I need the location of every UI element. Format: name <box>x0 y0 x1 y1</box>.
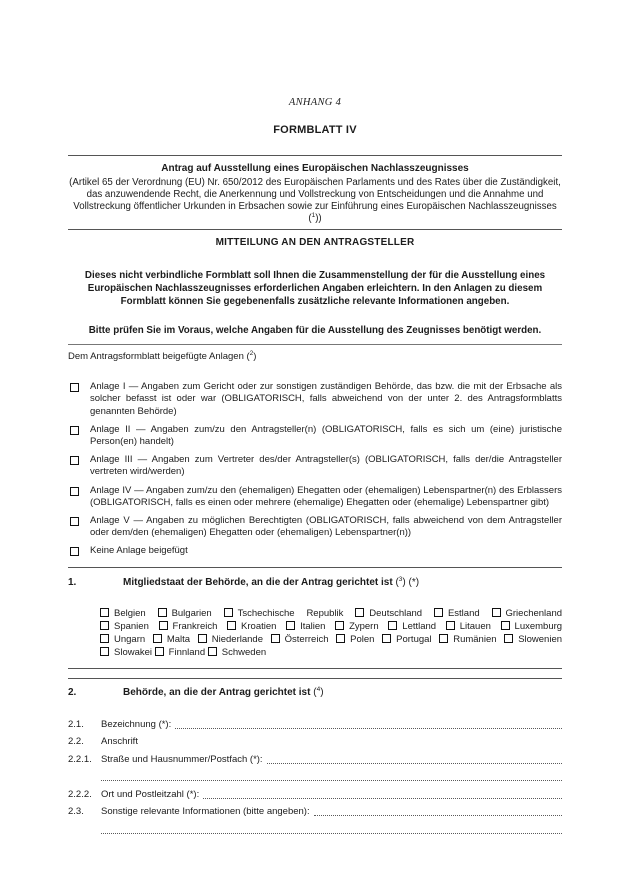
country-row <box>100 607 562 620</box>
country-checkbox[interactable] <box>224 608 233 617</box>
attachment-item <box>68 515 562 539</box>
divider <box>68 155 562 156</box>
attachment-checkbox[interactable] <box>70 517 79 526</box>
section-number: 1. <box>68 576 77 588</box>
country-option <box>100 647 152 658</box>
country-checkbox[interactable] <box>198 634 207 643</box>
attachment-checkbox[interactable] <box>70 383 79 392</box>
row-label: Anschrift <box>101 736 138 748</box>
country-option <box>224 608 344 619</box>
country-label: Slowenien <box>518 633 563 645</box>
country-label: Bulgarien <box>171 607 212 619</box>
row-number: 2.2.2. <box>68 788 92 800</box>
attachment-item-label: Anlage IV — Angaben zum/zu den (ehemaligen) Ehegatten oder (ehemaligen) Lebenspartner(n) des Erblassers (OBLIGATORISCH, falls es einen oder mehrere (ehemalige) Ehegatten oder (ehemalige) Lebenspartner gibt) <box>90 484 562 508</box>
form-row-continuation <box>101 771 562 783</box>
member-state-checkbox-list <box>100 607 562 659</box>
attachment-checkbox[interactable] <box>70 487 79 496</box>
country-checkbox[interactable] <box>286 621 295 630</box>
country-checkbox[interactable] <box>434 608 443 617</box>
country-checkbox[interactable] <box>446 621 455 630</box>
row-number: 2.1. <box>68 718 84 730</box>
row-label: Sonstige relevante Informationen (bitte angeben): <box>101 806 310 818</box>
country-option <box>286 621 325 632</box>
country-label: Zypern <box>349 620 379 632</box>
country-checkbox[interactable] <box>335 621 344 630</box>
attachment-item <box>68 454 562 478</box>
dotted-input-line[interactable] <box>101 833 562 834</box>
country-checkbox[interactable] <box>158 608 167 617</box>
country-option <box>158 608 212 619</box>
dotted-input-line[interactable] <box>314 815 562 816</box>
attachment-item <box>68 381 562 418</box>
country-checkbox[interactable] <box>159 621 168 630</box>
country-label: Finnland <box>168 646 206 658</box>
country-label: Tschechische Republik <box>237 607 344 619</box>
form-row-continuation <box>101 824 562 836</box>
notice-title: MITTEILUNG AN DEN ANTRAGSTELLER <box>215 237 415 249</box>
country-checkbox[interactable] <box>271 634 280 643</box>
country-label: Deutschland <box>369 607 423 619</box>
country-label: Niederlande <box>211 633 263 645</box>
document-title: Antrag auf Ausstellung eines Europäischen Nachlasszeugnisses <box>161 163 469 174</box>
country-option <box>100 608 146 619</box>
attachment-item <box>68 485 562 509</box>
annex-label: ANHANG 4 <box>288 97 342 108</box>
country-option <box>159 621 218 632</box>
country-option <box>336 634 374 645</box>
legal-reference-close: )) <box>315 213 322 225</box>
country-checkbox[interactable] <box>388 621 397 630</box>
country-label: Malta <box>166 633 191 645</box>
attachment-item <box>68 545 562 557</box>
footnote-marker: 2 <box>249 350 254 358</box>
country-checkbox[interactable] <box>504 634 513 643</box>
attachment-item-label: Keine Anlage beigefügt <box>90 545 188 557</box>
country-label: Portugal <box>396 633 432 645</box>
notice-paragraph: Dieses nicht verbindliche Formblatt soll Ihnen die Zusammenstellung der für die Ausstellung eines Europäischen Nachlasszeugnisses erforderlichen Angaben erleichtern. In den Anlagen zu diesem Formblatt können Sie gegebenenfalls zusätzliche relevante Informationen angeben. <box>84 270 546 307</box>
authority-detail-rows <box>68 719 562 836</box>
section-title: Mitgliedstaat der Behörde, an die der Antrag gerichtet ist ($^3$) (*) <box>123 575 420 588</box>
section-2-heading <box>68 687 562 698</box>
country-checkbox[interactable] <box>355 608 364 617</box>
country-label: Schweden <box>221 646 267 658</box>
country-option <box>155 647 205 658</box>
country-option <box>227 621 276 632</box>
country-label: Slowakei <box>114 646 153 658</box>
attachment-item <box>68 424 562 448</box>
country-checkbox[interactable] <box>155 647 164 656</box>
country-label: Litauen <box>459 620 491 632</box>
country-checkbox[interactable] <box>501 621 510 630</box>
footnote-marker: 3 <box>398 575 403 583</box>
divider <box>68 229 562 230</box>
country-option <box>100 634 145 645</box>
footnote-marker: 1 <box>311 212 316 220</box>
dotted-input-line[interactable] <box>267 763 562 764</box>
country-row <box>100 620 562 633</box>
form-row <box>68 736 562 748</box>
country-option <box>271 634 329 645</box>
country-label: Luxemburg <box>514 620 563 632</box>
advance-check-note: Bitte prüfen Sie im Voraus, welche Angaben für die Ausstellung des Zeugnisses benötigt werden. <box>88 325 542 337</box>
attachment-item-label: Anlage II — Angaben zum/zu den Antragsteller(n) (OBLIGATORISCH, falls es sich um (eine) juristische Person(en) handelt) <box>90 423 562 447</box>
country-row <box>100 646 562 659</box>
row-number: 2.2.1. <box>68 753 92 765</box>
form-row <box>68 806 562 818</box>
country-checkbox[interactable] <box>100 608 109 617</box>
country-checkbox[interactable] <box>492 608 501 617</box>
country-option <box>501 621 563 632</box>
form-row <box>68 789 562 801</box>
country-label: Ungarn <box>114 633 146 645</box>
country-row <box>100 633 562 646</box>
dotted-input-line[interactable] <box>101 780 562 781</box>
legal-reference <box>68 177 562 225</box>
country-checkbox[interactable] <box>100 647 109 656</box>
country-option <box>153 634 190 645</box>
country-checkbox[interactable] <box>208 647 217 656</box>
divider <box>68 678 562 679</box>
country-label: Belgien <box>114 607 146 619</box>
country-option <box>100 621 149 632</box>
country-option <box>439 634 496 645</box>
form-title: FORMBLATT IV <box>273 124 357 136</box>
form-row <box>68 754 562 766</box>
country-option <box>198 634 263 645</box>
country-label: Kroatien <box>241 620 277 632</box>
country-option <box>504 634 562 645</box>
row-label: Bezeichnung (*): <box>101 718 172 730</box>
dotted-input-line[interactable] <box>175 728 562 729</box>
country-checkbox[interactable] <box>382 634 391 643</box>
country-label: Frankreich <box>172 620 218 632</box>
attachment-item-label: Anlage I — Angaben zum Gericht oder zur sonstigen zuständigen Behörde, das bzw. die mit der Erbsache als solcher befasst ist oder war (OBLIGATORISCH, falls abweichend von der unter 2. des Antragsformblatts genannten Behörde) <box>90 381 562 417</box>
country-label: Italien <box>300 620 326 632</box>
divider <box>68 344 562 345</box>
attachments-checkbox-list <box>68 381 562 557</box>
row-number: 2.2. <box>68 736 84 748</box>
country-label: Spanien <box>114 620 149 632</box>
form-row <box>68 719 562 731</box>
section-number: 2. <box>68 686 77 698</box>
row-label: Ort und Postleitzahl (*): <box>101 788 200 800</box>
attachment-checkbox[interactable] <box>70 426 79 435</box>
row-label: Straße und Hausnummer/Postfach (*): <box>101 753 263 765</box>
attachment-checkbox[interactable] <box>70 456 79 465</box>
section-1-heading <box>68 577 562 588</box>
country-checkbox[interactable] <box>439 634 448 643</box>
country-checkbox[interactable] <box>100 621 109 630</box>
country-option <box>208 647 266 658</box>
divider <box>68 668 562 669</box>
country-label: Estland <box>447 607 480 619</box>
country-option <box>335 621 379 632</box>
country-checkbox[interactable] <box>336 634 345 643</box>
country-option <box>434 608 480 619</box>
country-label: Polen <box>350 633 375 645</box>
country-option <box>382 634 431 645</box>
country-label: Lettland <box>402 620 437 632</box>
country-option <box>388 621 436 632</box>
country-option <box>446 621 491 632</box>
legal-reference-text: (Artikel 65 der Verordnung (EU) Nr. 650/2012 des Europäischen Parlaments und des Rates über die Zuständigkeit, das anzuwendende Recht, die Anerkennung und Vollstreckung von Entscheidungen und die Annahme und Vollstreckung öffentlicher Urkunden in Erbsachen sowie zur Einführung eines Europäischen Nachlasszeugnisses ( <box>69 177 561 225</box>
footnote-marker: 4 <box>316 685 321 693</box>
country-label: Österreich <box>284 633 329 645</box>
attachments-heading <box>68 351 562 362</box>
country-checkbox[interactable] <box>227 621 236 630</box>
section-title: Behörde, an die der Antrag gerichtet ist ($^4$) <box>123 685 324 698</box>
attachment-item-label: Anlage III — Angaben zum Vertreter des/der Antragsteller(s) (OBLIGATORISCH, falls der/die Antragsteller vertreten wird/werden) <box>90 454 562 478</box>
attachments-heading-close: ) <box>253 351 257 363</box>
attachment-item-label: Anlage V — Angaben zu möglichen Berechtigten (OBLIGATORISCH, falls abweichend von dem Antragsteller oder dem/den (ehemaligen) Ehegatten oder (ehemaligen) Lebenspartner(n)) <box>90 514 562 539</box>
country-checkbox[interactable] <box>153 634 162 643</box>
country-option <box>355 608 422 619</box>
dotted-input-line[interactable] <box>203 798 562 799</box>
country-label: Griechenland <box>505 607 563 619</box>
country-option <box>492 608 563 619</box>
country-label: Rumänien <box>453 633 497 645</box>
row-number: 2.3. <box>68 806 84 818</box>
attachments-heading-text: Dem Antragsformblatt beigefügte Anlagen ( <box>68 351 250 363</box>
divider <box>68 567 562 568</box>
country-checkbox[interactable] <box>100 634 109 643</box>
mandatory-marker: (*) <box>405 576 420 588</box>
attachment-checkbox[interactable] <box>70 547 79 556</box>
